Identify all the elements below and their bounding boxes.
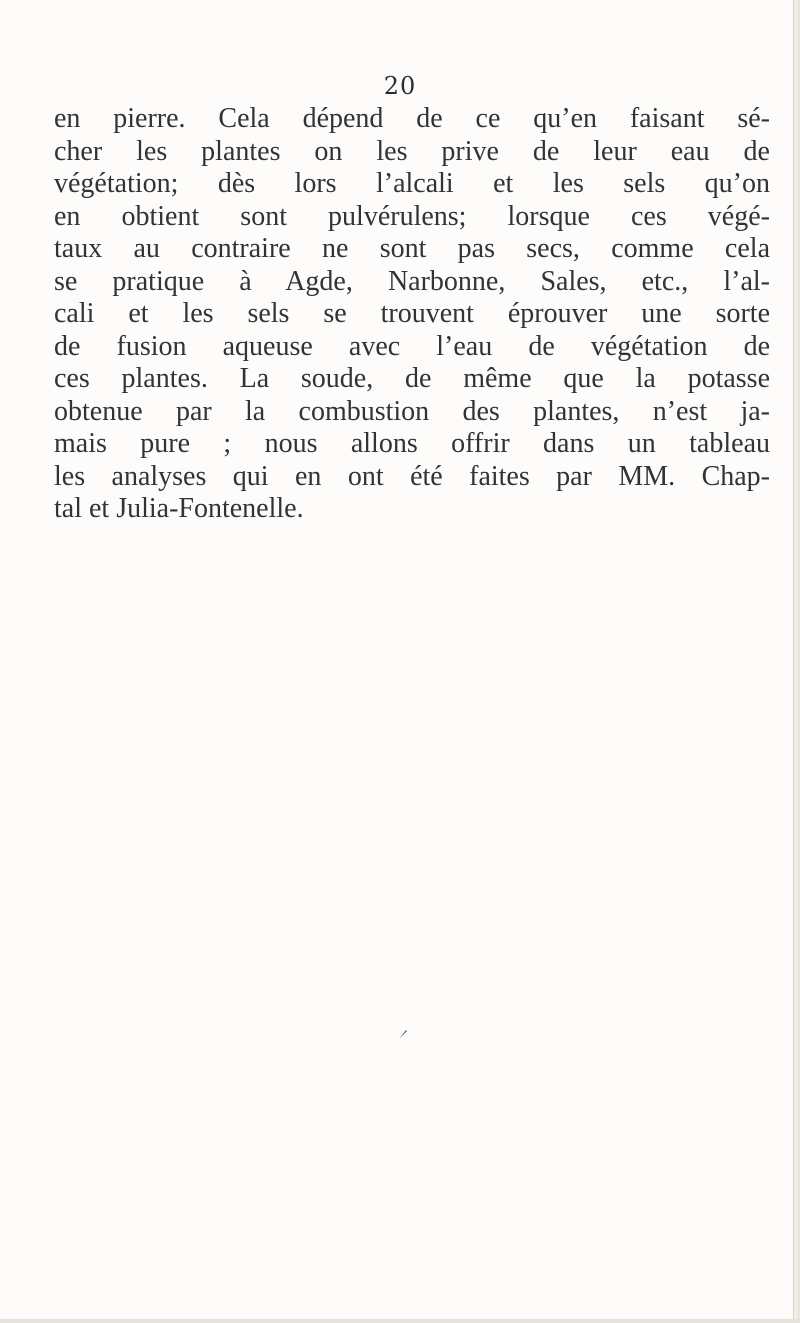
text-line: cali et les sels se trouvent éprouver une sorte [54, 298, 770, 329]
text-line: de fusion aqueuse avec l’eau de végétation de [54, 330, 770, 362]
text-line: taux au contraire ne sont pas secs, comme cela [54, 233, 770, 264]
text-line: en pierre. Cela dépend de ce qu’en faisant sé- [54, 103, 770, 134]
text-line: ces plantes. La soude, de même que la potasse [54, 363, 770, 394]
body-paragraph [54, 103, 770, 526]
ink-mark [398, 1028, 408, 1044]
page-number: 20 [383, 72, 417, 100]
text-line: en obtient sont pulvérulens; lorsque ces végé- [54, 200, 770, 232]
text-line: mais pure ; nous allons offrir dans un tableau [54, 428, 770, 459]
text-line: obtenue par la combustion des plantes, n’est ja- [54, 395, 770, 427]
page-edge [793, 0, 800, 1323]
ink-mark-icon [398, 1028, 408, 1040]
page-edge [0, 1319, 800, 1323]
text-line: les analyses qui en ont été faites par MM. Chap- [54, 460, 770, 492]
text-line: tal et Julia-Fontenelle. [54, 493, 304, 524]
text-line: cher les plantes on les prive de leur eau de [54, 135, 770, 167]
text-line: végétation; dès lors l’alcali et les sels qu’on [54, 168, 770, 199]
text-line: se pratique à Agde, Narbonne, Sales, etc., l’al- [54, 265, 770, 297]
